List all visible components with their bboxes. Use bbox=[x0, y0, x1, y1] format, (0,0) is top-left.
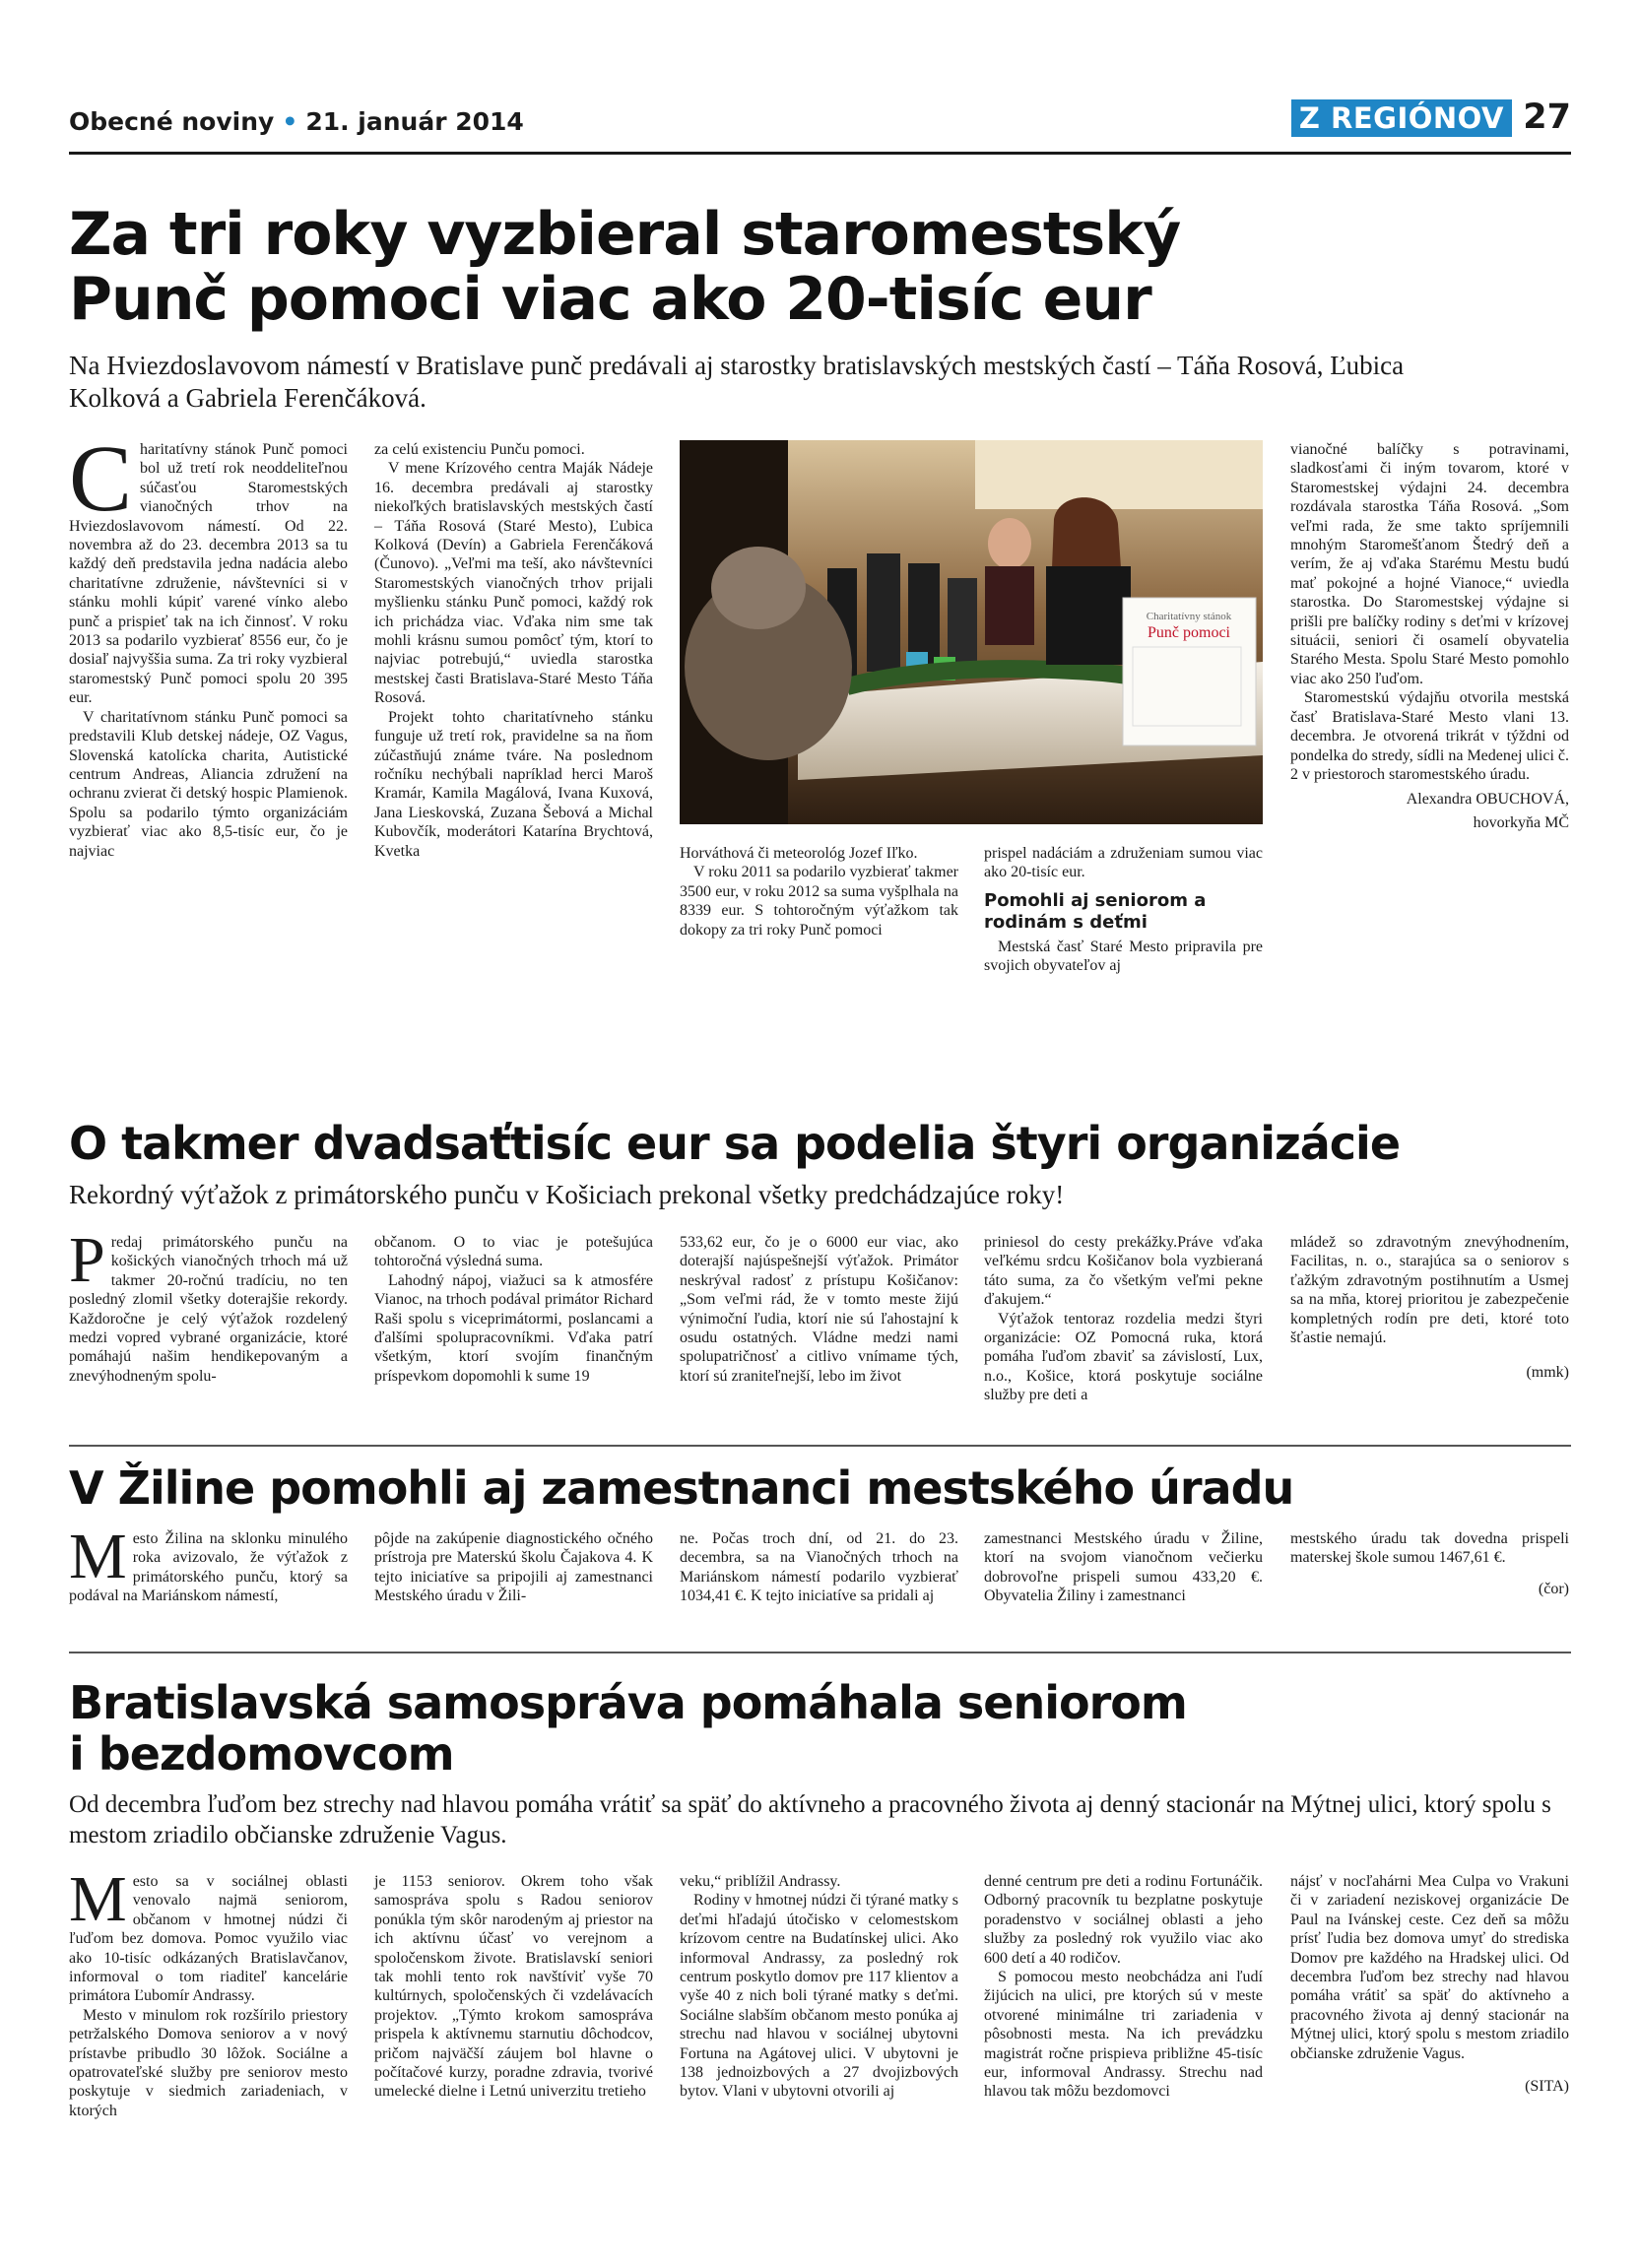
body-text: V charitatívnom stánku Punč pomoci sa predstavili Klub detskej nádeje, OZ Vagus, Slovenská katolícka charita, Autistické centrum Andreas, Aliancia združení na ochranu zvierat či detský hospic Plamienok. Spolu sa podarilo týmto organizáciám vyzbierať viac ako 8,5-tisíc eur, čo je najviac bbox=[69, 708, 348, 860]
article3-col5 bbox=[1290, 1529, 1569, 1598]
body-text: za celú existenciu Punču pomoci. bbox=[374, 441, 585, 458]
body-text: haritatívny stánok Punč pomoci bol už tretí rok neoddeliteľnou súčasťou Staromestských vianočných trhov na Hviezdoslavovom námestí. Od 22. novembra až do 23. decembra 2013 sa tu každý deň predstavila jedna nadácia alebo charitatívne združenie, návštevníci si v stánku mohli kúpiť varené vínko alebo punč a prispieť tak na ich činnosť. V roku 2013 sa podarilo vyzbierať 8556 eur, čo je dosiaľ najvyššia suma. Za tri roky vyzbieral staromestský Punč pomoci spolu 20 395 eur. bbox=[69, 441, 348, 707]
body-text: Rodiny v hmotnej núdzi či týrané matky s deťmi hľadajú útočisko v celomestskom krízovom centre na Budatínskej ulici. Ako informoval Andrassy, za posledný rok centrum poskytlo domov pre 117 klientov a vyše 40 z nich boli týrané matky s deťmi. Sociálne slabším občanom mesto ponúka aj strechu nad hlavou v sociálnej ubytovni Fortuna na Agátovej ulici. V ubytovni je 138 jednoizbových a 27 dvojizbových bytov. Vlani v ubytovni otvorili aj bbox=[680, 1892, 958, 2101]
article4-col3 bbox=[680, 1872, 958, 2102]
dropcap: M bbox=[69, 1521, 127, 1592]
body-text: zamestnanci Mestského úradu v Žiline, ktorí na svojom vianočnom večierku dobrovoľne prispeli sumou 433,20 €. Obyvatelia Žiliny i zamestnanci bbox=[984, 1530, 1263, 1605]
body-text: Projekt tohto charitatívneho stánku funguje už tretí rok, pravidelne sa na ňom zúčastňujú známe tváre. Na poslednom ročníku nechýbali napríklad herci Maroš Kramár, Kamila Magálová, Ivana Kuxová, Jana Lieskovská, Zuzana Šebová a Michal Kubovčík, moderátori Katarína Brychtová, Kvetka bbox=[374, 708, 653, 860]
body-text: V mene Krízového centra Maják Nádeje 16. decembra predávali aj starostky niekoľkých bratislavských mestských častí – Táňa Rosová (Staré Mesto), Ľubica Kolková (Devín) a Gabriela Ferenčáková (Čunovo). „Veľmi ma teší, ako návštevníci Staromestských vianočných trhov prijali myšlienku stánku Punč pomoci, každý rok ich prichádza viac. Vďaka nim sme tak mohli krásnu sumou pomôcť tým, ktorí to najviac potrebujú,“ uviedla starostka mestskej časti Bratislava-Staré Mesto Táňa Rosová. bbox=[374, 460, 653, 707]
body-text: Lahodný nápoj, viažuci sa k atmosfére Vianoc, na trhoch podával primátor Richard Raši spolu s viceprimátormi, poslancami a ďalšími spolupracovníkmi. Vďaka patrí všetkým, ktorí svojím finančným príspevkom dopomohli k sume 19 bbox=[374, 1271, 653, 1385]
body-text: Mestská časť Staré Mesto pripravila pre svojich obyvateľov aj bbox=[984, 938, 1263, 975]
page-number: 27 bbox=[1523, 97, 1571, 137]
article4-col5 bbox=[1290, 1872, 1569, 2096]
article4-deck: Od decembra ľuďom bez strechy nad hlavou pomáha vrátiť sa späť do aktívneho a pracovného života aj denný stacionár na Mýtnej ulici, ktorý spolu s mestom zriadilo občianske združenie Vagus. bbox=[69, 1791, 1551, 1848]
body-text: veku,“ priblížil Andrassy. bbox=[680, 1873, 841, 1890]
body-text: Mesto v minulom rok rozšírilo priestory petržalského Domova seniorov a v nový prístavbe pribudlo 30 lôžok. Sociálne a opatrovateľské služby pre seniorov mesto poskytuje v siedmich zariadeniach, v ktorých bbox=[69, 2006, 348, 2119]
article3-col3 bbox=[680, 1529, 958, 1606]
issue-date: 21. január 2014 bbox=[305, 107, 524, 136]
article2-headline: O takmer dvadsaťtisíc eur sa podelia štyri organizácie bbox=[69, 1117, 1401, 1170]
author-role: hovorkyňa MČ bbox=[1473, 813, 1569, 831]
headline-line: Za tri roky vyzbieral staromestský bbox=[69, 200, 1181, 269]
article1-photo bbox=[680, 440, 1263, 824]
dropcap: M bbox=[69, 1863, 127, 1935]
sign-line1: Charitatívny stánok bbox=[1146, 611, 1232, 622]
article3-headline: V Žiline pomohli aj zamestnanci mestského úradu bbox=[69, 1461, 1294, 1515]
body-text: prispel nadáciám a združeniam sumou viac ako 20-tisíc eur. bbox=[984, 845, 1263, 881]
body-text: občanom. O to viac je potešujúca tohtoročná výsledná suma. bbox=[374, 1234, 653, 1270]
article4-headline bbox=[69, 1677, 1571, 1780]
body-text: ne. Počas troch dní, od 21. do 23. decembra, sa na Vianočných trhoch na Mariánskom námestí podarilo vyzbierať 1034,41 €. K tejto iniciatíve sa pridali aj bbox=[680, 1530, 958, 1605]
body-text: esto Žilina na sklonku minulého roka avizovalo, že výťažok z primátorského punču, ktorý sa podával na Mariánskom námestí, bbox=[69, 1530, 348, 1605]
body-text: S pomocou mesto neobchádza ani ľudí žijúcich na ulici, pre ktorých sú v meste otvorené minimálne tri zariadenia v pôsobnosti mesta. Na ich prevádzku magistrát ročne prispieva približne 45-tisíc eur, informoval Andrassy. Strechu nad hlavou tak môžu bezdomovci bbox=[984, 1969, 1263, 2101]
headline-line: Bratislavská samospráva pomáhala seniorom bbox=[69, 1676, 1187, 1729]
section-divider bbox=[69, 1445, 1571, 1447]
body-text: V roku 2011 sa podarilo vyzbierať takmer 3500 eur, v roku 2012 sa suma vyšplhala na 8339 eur. S tohtoročným výťažkom tak dokopy za tri roky Punč pomoci bbox=[680, 864, 958, 939]
article2-col3 bbox=[680, 1233, 958, 1386]
article1-headline bbox=[69, 202, 1571, 332]
sign-line2: Punč pomoci bbox=[1148, 624, 1230, 641]
body-text: Výťažok tentoraz rozdelia medzi štyri organizácie: OZ Pomocná ruka, ktorá pomáha ľuďom zbaviť sa závislostí, Lux, n.o., Košice, ktorá poskytuje sociálne služby pre deti a bbox=[984, 1310, 1263, 1404]
article2-col4 bbox=[984, 1233, 1263, 1405]
body-text: denné centrum pre deti a rodinu Fortunáčik. Odborný pracovník tu bezplatne poskytuje poradenstvo v sociálnej oblasti a jeho služby za posledný rok využilo viac ako 600 detí a 40 rodičov. bbox=[984, 1873, 1263, 1967]
body-text: priniesol do cesty prekážky.Práve vďaka veľkému srdcu Košičanov bola vyzbieraná táto suma, za čo všetkým veľmi pekne ďakujem.“ bbox=[984, 1234, 1263, 1309]
body-text: vianočné balíčky s potravinami, sladkosťami či iným tovarom, ktoré v Staromestskej výdajni 24. decembra rozdávala starostka Táňa Rosová. „Som veľmi rada, že sme takto spríjemnili mnohým Staromešťanom Štedrý deň a verím, že aj vďaka Starému Mestu budú mať pokojné a hojné Vianoce,“ uviedla starostka. Do Staromestskej výdajne si prišli pre balíčky rodiny s deťmi v krízovej situácii, seniori či osamelí obyvatelia Starého Mesta. Spolu Staré Mesto pomohlo viac ako 250 ľuďom. bbox=[1290, 441, 1569, 687]
article2-col1 bbox=[69, 1224, 348, 1386]
article4-col4 bbox=[984, 1872, 1263, 2102]
dropcap: C bbox=[69, 425, 133, 531]
article4-col1 bbox=[69, 1863, 348, 2120]
headline-line: i bezdomovcom bbox=[69, 1727, 454, 1781]
headline-line: Punč pomoci viac ako 20-tisíc eur bbox=[69, 265, 1151, 334]
author-name: Alexandra OBUCHOVÁ, bbox=[1406, 791, 1569, 809]
section-badge: Z REGIÓNOV bbox=[1291, 99, 1512, 137]
article1-col3 bbox=[680, 844, 958, 940]
article-punc-pomoci bbox=[69, 202, 1571, 1118]
article3-col1 bbox=[69, 1521, 348, 1606]
body-text: nájsť v nocľahárni Mea Culpa vo Vrakuni či v zariadení neziskovej organizácie De Paul na Ivánskej ceste. Cez deň sa môžu prísť ľudia bez domova umyť do strediska Domov pre každého na Hradskej ulici. Od decembra ľuďom bez strechy nad hlavou pomáha vrátiť sa späť do aktívneho a pracovného života aj denný stacionár na Mýtnej ulici, ktorý spolu s mestom zriadilo občianske združenie Vagus. bbox=[1290, 1873, 1569, 2062]
article-kosice bbox=[69, 1118, 1571, 1453]
article2-col2 bbox=[374, 1233, 653, 1386]
author-name: (mmk) bbox=[1526, 1364, 1569, 1382]
body-text: Horváthová či meteorológ Jozef Iľko. bbox=[680, 845, 918, 862]
punc-stall-photo bbox=[680, 440, 1263, 824]
page-header bbox=[69, 94, 1571, 155]
article-zilina bbox=[69, 1462, 1571, 1659]
body-text: redaj primátorského punču na košických vianočných trhoch má už takmer 20-ročnú tradíciu, no ten posledný zlomil všetky doterajšie rekordy. Každoročne je celý výťažok rozdelený medzi vopred vybrané organizácie, ktoré pomáhajú našim hendikepovaným a znevýhodneným spolu- bbox=[69, 1234, 348, 1385]
article-bratislava-samosprava bbox=[69, 1676, 1571, 2119]
separator-dot: • bbox=[282, 107, 298, 136]
body-text: mestského úradu tak dovedna prispeli materskej škole sumou 1467,61 €. bbox=[1290, 1530, 1569, 1567]
publication-name: Obecné noviny bbox=[69, 107, 275, 136]
article1-col5 bbox=[1290, 440, 1569, 832]
article1-col4 bbox=[984, 844, 1263, 976]
article2-deck: Rekordný výťažok z primátorského punču v Košiciach prekonal všetky predchádzajúce roky! bbox=[69, 1180, 1065, 1209]
body-text: pôjde na zakúpenie diagnostického očného prístroja pre Materskú školu Čajakova 4. K tejto iniciatíve sa pripojili aj zamestnanci Mestského úradu v Žili- bbox=[374, 1530, 653, 1605]
author-name: (čor) bbox=[1538, 1580, 1569, 1597]
article1-col2 bbox=[374, 440, 653, 861]
body-text: je 1153 seniorov. Okrem toho však samospráva spolu s Radou seniorov ponúkla tým skôr narodeným aj priestor na ich aktívnu účasť vo verejnom a spoločenskom živote. Bratislavskí seniori tak mohli tento rok navštíviť vyše 70 kultúrnych, spoločenských či vzdelávacích projektov. „Týmto krokom samospráva prispela k aktívnemu starnutiu dôchodcov, pričom najväčší záujem bol hlavne o počítačové kurzy, poradne zdravia, tvorivé umelecké dielne i Letnú univerzitu tretieho bbox=[374, 1873, 653, 2101]
body-text: Staromestskú výdajňu otvorila mestská časť Bratislava-Staré Mesto vlani 13. decembra. Je otvorená trikrát v týždni od pondelka do stredy, sídli na Medenej ulici č. 2 v priestoroch staromestského úradu. bbox=[1290, 689, 1569, 783]
article1-deck: Na Hviezdoslavovom námestí v Bratislave punč predávali aj starostky bratislavských mestských častí – Táňa Rosová, Ľubica Kolková a Gabriela Ferenčáková. bbox=[69, 351, 1405, 413]
article3-col4 bbox=[984, 1529, 1263, 1606]
article4-col2 bbox=[374, 1872, 653, 2102]
author-name: (SITA) bbox=[1525, 2078, 1569, 2096]
body-text: mládež so zdravotným znevýhodnením, Facilitas, n. o., starajúca sa o seniorov s ťažkým zdravotným postihnutím a Usmej sa na mňa, ktorej prioritou je zabezpečenie kompletných rodín pre deti, ktoré toto šťastie nemajú. bbox=[1290, 1234, 1569, 1347]
section-divider bbox=[69, 1652, 1571, 1653]
article3-col2 bbox=[374, 1529, 653, 1606]
article2-col5 bbox=[1290, 1233, 1569, 1383]
newspaper-page bbox=[69, 94, 1571, 2119]
article1-col1 bbox=[69, 425, 348, 861]
body-text: 533,62 eur, čo je o 6000 eur viac, ako doterajší najúspešnejší výťažok. Primátor neskrýval radosť z prístupu Košičanov: „Som veľmi rád, že v tomto meste žijú výnimoční ľudia, ktorí nie sú ľahostajní k osudu ostatných. Vládne medzi nami spolupatričnosť a citlivo vnímame tých, ktorí sú zraniteľnejší, lebo im život bbox=[680, 1234, 958, 1385]
dropcap: P bbox=[69, 1224, 105, 1296]
article1-subhead: Pomohli aj seniorom a rodinám s deťmi bbox=[984, 889, 1207, 933]
body-text: esto sa v sociálnej oblasti venovalo najmä seniorom, občanom v hmotnej núdzi či ľuďom bez domova. Pomoc využilo viac ako 10-tisíc odkázaných Bratislavčanov, informoval o tom riaditeľ kancelárie primátora Ľubomír Andrassy. bbox=[69, 1873, 348, 2005]
masthead bbox=[69, 107, 524, 136]
